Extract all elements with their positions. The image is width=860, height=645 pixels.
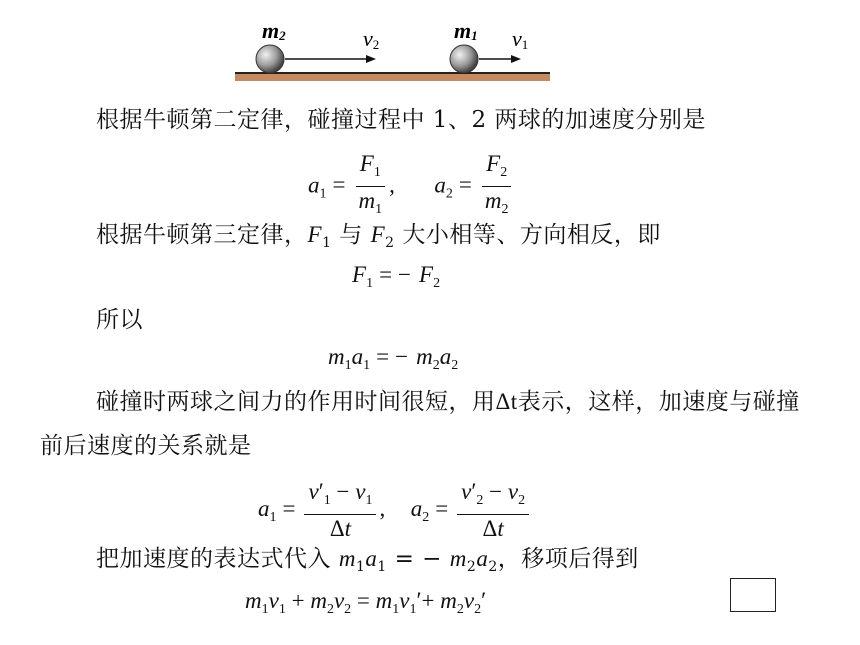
ball-m2 (256, 45, 284, 73)
label-v1: v1 (512, 26, 529, 52)
ground-surface (235, 73, 550, 81)
label-m1: m1 (454, 18, 478, 43)
paragraph-newton-third-law: 根据牛顿第三定律，$F_1$ 与 $F_2$ 大小相等、方向相反，即 (96, 222, 661, 251)
paragraph-therefore: 所以 (96, 307, 143, 333)
ball-m1 (450, 45, 478, 73)
equation-momentum-conservation: $m_1v_1 + m_2v_2 = m_1v_1'+ m_2v_2'$ (245, 588, 487, 617)
collision-diagram (230, 10, 560, 90)
equation-force-balance: $F_1$ = − $F_2$ (352, 262, 441, 291)
paragraph-collision-time: 碰撞时两球之间力的作用时间很短，用Δt表示，这样，加速度与碰撞前后速度的关系就是 (40, 389, 800, 459)
equation-momentum-acc: $m_1a_1$ = − $m_2a_2$ (328, 344, 459, 373)
equation-velocity-change: $a_1$ = $\frac{v'_1 - v_1}{\Delta t}$ , $a_2$ = $\frac{v'_2 - v_2}{\Delta t}$ (258, 480, 532, 541)
label-v2: v2 (363, 26, 380, 52)
paragraph-newton-second-law: 根据牛顿第二定律，碰撞过程中 1、2 两球的加速度分别是 (96, 107, 706, 133)
answer-box[interactable] (730, 578, 776, 612)
paragraph-substitute: 把加速度的表达式代入 $m_1a_1$ = − $m_2a_2$，移项后得到 (96, 546, 639, 575)
equation-accelerations: $a_1$ = $\frac{F_1}{m_1}$ , $a_2$ = $\frac{F_2}{m_2}$ (308, 152, 515, 222)
label-m2: m2 (262, 18, 286, 43)
